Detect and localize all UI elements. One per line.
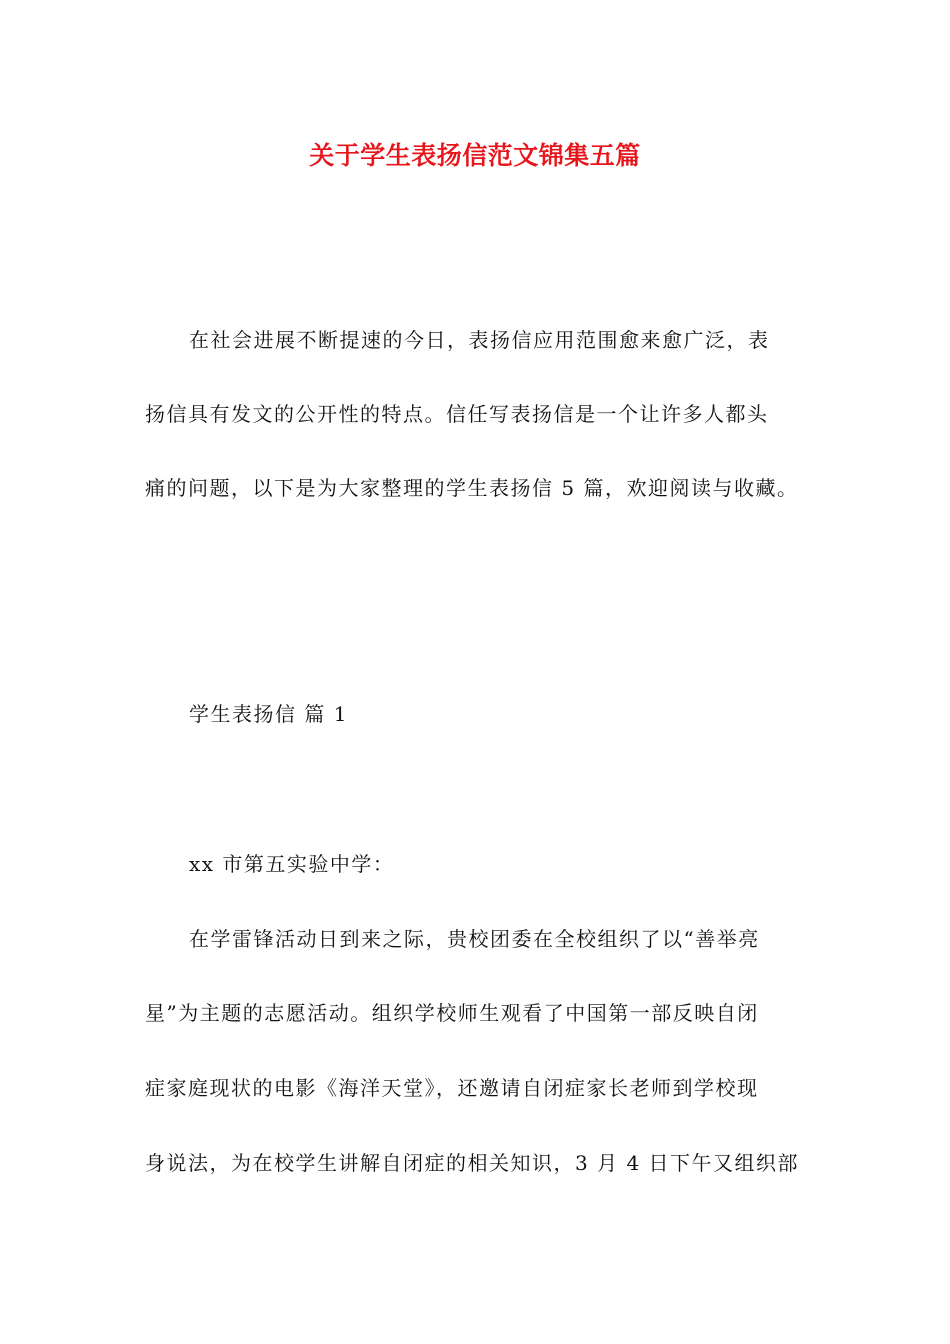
body-line-1: 在学雷锋活动日到来之际，贵校团委在全校组织了以“善举亮 (189, 927, 760, 951)
intro-line-1: 在社会进展不断提速的今日，表扬信应用范围愈来愈广泛，表 (189, 328, 770, 352)
body-line-2: 星”为主题的志愿活动。组织学校师生观看了中国第一部反映自闭 (145, 1001, 759, 1025)
salutation: xx 市第五实验中学： (189, 852, 395, 876)
section-heading: 学生表扬信 篇 1 (189, 702, 348, 726)
body-line-4: 身说法，为在校学生讲解自闭症的相关知识，3 月 4 日下午又组织部 (145, 1151, 800, 1175)
intro-line-2: 扬信具有发文的公开性的特点。信任写表扬信是一个让许多人都头 (145, 402, 769, 426)
document-title: 关于学生表扬信范文锦集五篇 (309, 141, 641, 170)
intro-line-3: 痛的问题，以下是为大家整理的学生表扬信 5 篇，欢迎阅读与收藏。 (145, 476, 799, 500)
body-line-3: 症家庭现状的电影《海洋天堂》，还邀请自闭症家长老师到学校现 (145, 1076, 759, 1100)
